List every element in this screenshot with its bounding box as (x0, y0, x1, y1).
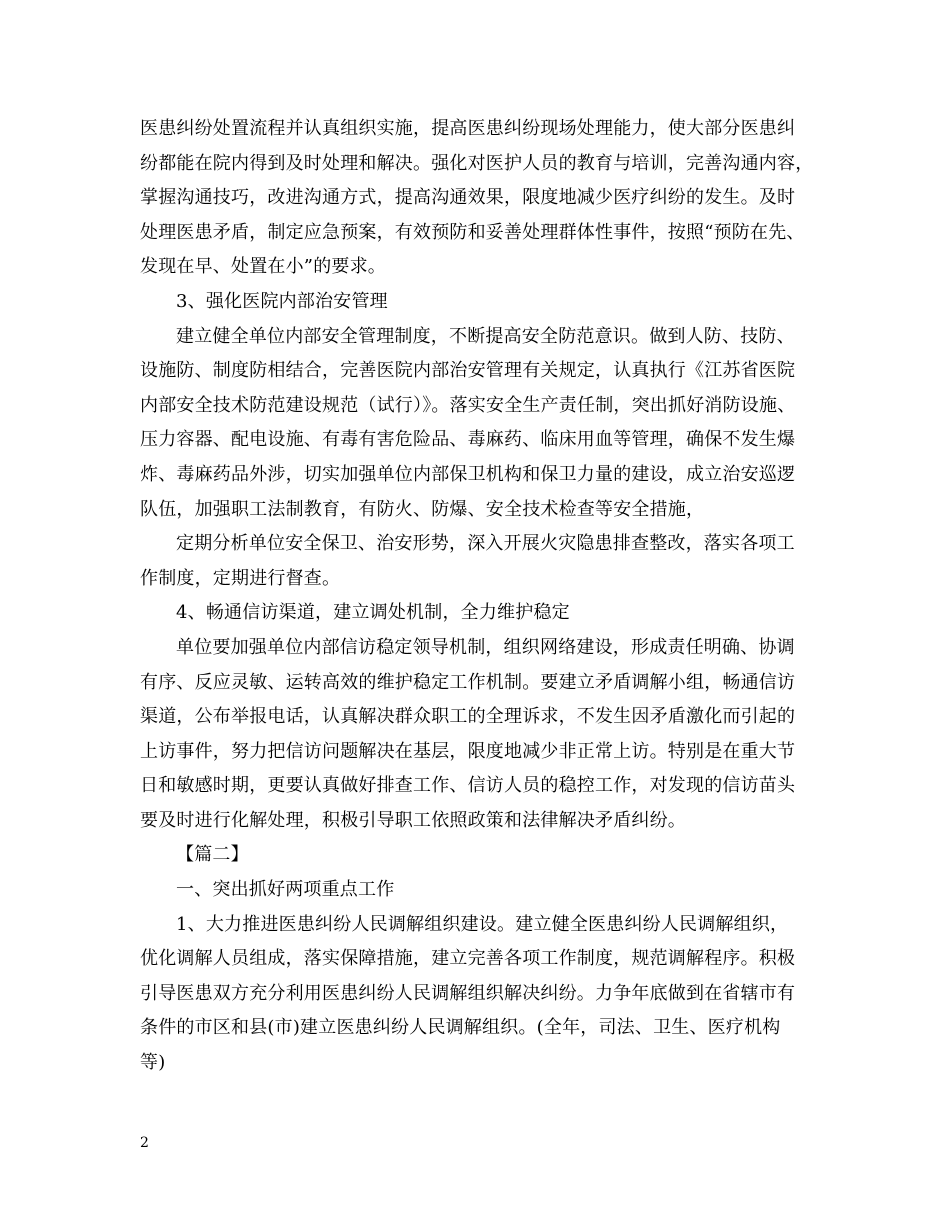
text-line-2: 纷都能在院内得到及时处理和解决。强化对医护人员的教育与培训，完善沟通内容， (140, 152, 814, 174)
text-line-18: 渠道，公布举报电话，认真解决群众职工的全理诉求，不发生因矛盾激化而引起的 (140, 706, 796, 728)
section-heading-4: 4、畅通信访渠道，建立调处机制，全力维护稳定 (176, 602, 570, 624)
text-line-16: 单位要加强单位内部信访稳定领导机制，组织网络建设，形成责任明确、协调 (176, 636, 795, 658)
text-line-13: 定期分析单位安全保卫、治安形势，深入开展火灾隐患排查整改，落实各项工 (176, 533, 795, 555)
text-line-3: 掌握沟通技巧，改进沟通方式，提高沟通效果，限度地减少医疗纠纷的发生。及时 (140, 187, 796, 209)
section-heading-1: 一、突出抓好两项重点工作 (176, 879, 395, 901)
text-line-11: 炸、毒麻药品外涉，切实加强单位内部保卫机构和保卫力量的建设，成立治安巡逻 (140, 463, 796, 485)
text-line-24: 1、大力推进医患纠纷人民调解组织建设。建立健全医患纠纷人民调解组织， (176, 913, 789, 935)
text-line-26: 引导医患双方充分利用医患纠纷人民调解组织解决纠纷。力争年底做到在省辖市有 (140, 982, 796, 1004)
text-line-17: 有序、反应灵敏、运转高效的维护稳定工作机制。要建立矛盾调解小组，畅通信访 (140, 671, 796, 693)
text-line-19: 上访事件，努力把信访问题解决在基层，限度地减少非正常上访。特别是在重大节 (140, 740, 796, 762)
part-heading: 【篇二】 (176, 844, 249, 866)
text-line-20: 日和敏感时期，更要认真做好排查工作、信访人员的稳控工作，对发现的信访苗头 (140, 775, 796, 797)
text-line-14: 作制度，定期进行督查。 (140, 567, 341, 589)
text-line-9: 内部安全技术防范建设规范（试行）》。落实安全生产责任制，突出抓好消防设施、 (140, 394, 796, 416)
text-line-8: 设施防、制度防相结合，完善医院内部治安管理有关规定，认真执行《江苏省医院 (140, 360, 796, 382)
text-line-10: 压力容器、配电设施、有毒有害危险品、毒麻药、临床用血等管理，确保不发生爆 (140, 429, 796, 451)
text-line-27: 条件的市区和县(市)建立医患纠纷人民调解组织。(全年，司法、卫生、医疗机构 (140, 1017, 781, 1039)
text-line-25: 优化调解人员组成，落实保障措施，建立完善各项工作制度，规范调解程序。积极 (140, 948, 796, 970)
text-line-5: 发现在早、处置在小”的要求。 (140, 256, 387, 278)
text-line-28: 等) (140, 1052, 166, 1074)
text-line-12: 队伍，加强职工法制教育，有防火、防爆、安全技术检查等安全措施， (140, 498, 705, 520)
section-heading-3: 3、强化医院内部治安管理 (176, 290, 388, 312)
document-body (140, 112, 820, 1081)
text-line-1: 医患纠纷处置流程并认真组织实施，提高医患纠纷现场处理能力，使大部分医患纠 (140, 118, 796, 139)
text-line-4: 处理医患矛盾，制定应急预案，有效预防和妥善处理群体性事件，按照“预防在先、 (140, 221, 805, 243)
text-line-7: 建立健全单位内部安全管理制度，不断提高安全防范意识。做到人防、技防、 (176, 325, 795, 347)
text-line-21: 要及时进行化解处理，积极引导职工依照政策和法律解决矛盾纠纷。 (140, 809, 686, 831)
page-number: 2 (140, 1135, 149, 1151)
